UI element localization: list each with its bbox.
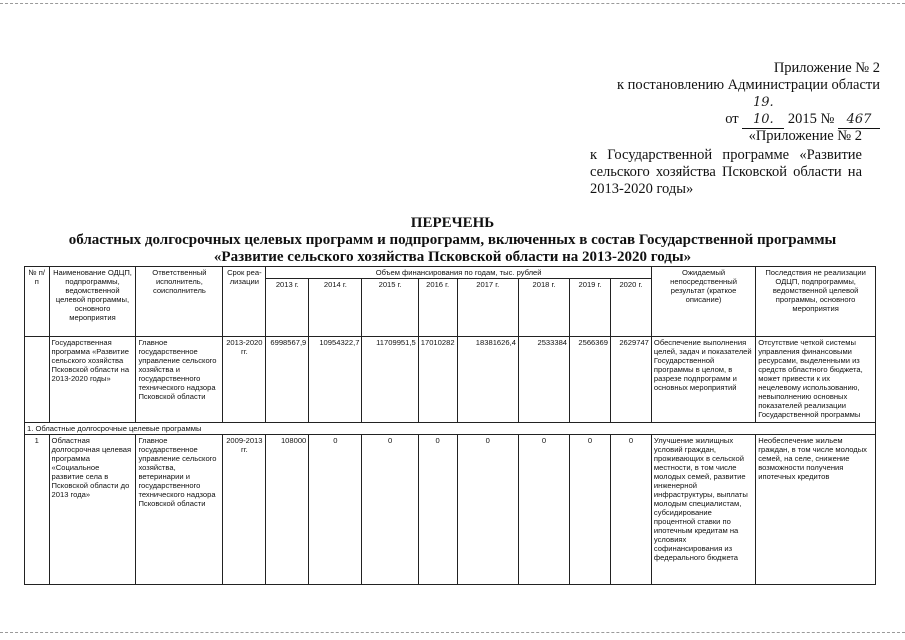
cell-value: 2629747	[610, 337, 651, 423]
appendix-from-label: от	[725, 111, 739, 127]
cell-value: 0	[362, 435, 418, 585]
header-period: Срок реа-лизации	[223, 267, 266, 337]
cell-name: Областная долгосрочная целевая программа «Социальное развитие села в Псковской области до 2013 года»	[49, 435, 136, 585]
cell-result: Улучшение жилищных условий граждан, проживающих в сельской местности, в том числе молодых семей, развитие инженерной инфраструктуры, выплаты молодым специалистам, субсидирование процентной ставки по ипотечным кредитам на условиях софинансирования из федерального бюджета	[651, 435, 755, 585]
cell-period: 2013-2020 гг.	[223, 337, 266, 423]
header-year: 2019 г.	[570, 279, 611, 337]
cell-value: 0	[610, 435, 651, 585]
header-year: 2014 г.	[309, 279, 362, 337]
appendix-date-line	[560, 94, 880, 129]
appendix-year-label: 2015 №	[787, 111, 835, 127]
header-year: 2015 г.	[362, 279, 418, 337]
header-name: Наименование ОДЦП, подпрограммы, ведомственной целевой программы, основного мероприятия	[49, 267, 136, 337]
cell-value: 2533384	[518, 337, 569, 423]
header-year: 2018 г.	[518, 279, 569, 337]
previous-appendix-text: к Государственной программе «Развитие сельского хозяйства Псковской области на 2013-2020 годы»	[590, 147, 862, 197]
cell-value: 0	[570, 435, 611, 585]
header-result: Ожидаемый непосредственный результат (краткое описание)	[651, 267, 755, 337]
table-section-row	[25, 423, 876, 435]
header-year: 2020 г.	[610, 279, 651, 337]
cell-value: 17010282	[418, 337, 457, 423]
cell-result: Обеспечение выполнения целей, задач и показателей Государственной программы в целом, в разрезе подпрограмм и основных мероприятий	[651, 337, 755, 423]
cell-period: 2009-2013 гг.	[223, 435, 266, 585]
table-row-program-1	[25, 435, 876, 585]
header-year: 2016 г.	[418, 279, 457, 337]
top-scan-edge	[0, 3, 905, 4]
cell-executor: Главное государственное управление сельского хозяйства и государственного технического надзора Псковской области	[136, 337, 223, 423]
header-executor: Ответственный исполнитель, соисполнитель	[136, 267, 223, 337]
cell-value: 6998567,9	[266, 337, 309, 423]
cell-num: 1	[25, 435, 50, 585]
header-financing: Объем финансирования по годам, тыс. рублей	[266, 267, 652, 279]
appendix-number-handwritten: 467	[838, 111, 880, 129]
appendix-date-handwritten: 19. 10.	[742, 94, 784, 129]
cell-value: 108000	[266, 435, 309, 585]
cell-name: Государственная программа «Развитие сельского хозяйства Псковской области на 2013-2020 годы»	[49, 337, 136, 423]
header-num: № п/п	[25, 267, 50, 337]
header-consequences: Последствия не реализации ОДЦП, подпрограммы, ведомственной целевой программы, основного мероприятия	[756, 267, 876, 337]
appendix-line1: Приложение № 2	[773, 60, 880, 76]
cell-value: 0	[457, 435, 518, 585]
cell-value: 18381626,4	[457, 337, 518, 423]
previous-appendix-heading: «Приложение № 2	[748, 128, 862, 144]
table-row-state-program	[25, 337, 876, 423]
table-header-row	[25, 267, 876, 279]
bottom-scan-edge	[0, 632, 905, 633]
cell-value: 0	[518, 435, 569, 585]
cell-value: 11709951,5	[362, 337, 418, 423]
document-title	[0, 215, 905, 266]
header-year: 2017 г.	[457, 279, 518, 337]
cell-consequences: Отсутствие четкой системы управления финансовыми ресурсами, выделенными из средств областного бюджета, может привести к их нецелевому использованию, невыполнению основных показателей реализации Государственной программы	[756, 337, 876, 423]
cell-value: 0	[418, 435, 457, 585]
cell-consequences: Необеспечение жильем граждан, в том числе молодых семей, на селе, снижение возможности получения ипотечных кредитов	[756, 435, 876, 585]
previous-appendix-block	[590, 128, 862, 198]
title-line2: областных долгосрочных целевых программ и подпрограмм, включенных в состав Государственной программы	[68, 232, 837, 248]
header-year: 2013 г.	[266, 279, 309, 337]
cell-value: 10954322,7	[309, 337, 362, 423]
appendix-line2: к постановлению Администрации области	[616, 77, 880, 93]
programs-table	[24, 266, 876, 585]
title-line1: ПЕРЕЧЕНЬ	[410, 215, 495, 231]
cell-value: 2566369	[570, 337, 611, 423]
cell-value: 0	[309, 435, 362, 585]
title-line3: «Развитие сельского хозяйства Псковской области на 2013-2020 годы»	[213, 249, 692, 265]
section-title: 1. Областные долгосрочные целевые программы	[25, 423, 876, 435]
cell-num	[25, 337, 50, 423]
cell-executor: Главное государственное управление сельского хозяйства, ветеринарии и государственного технического надзора Псковской области	[136, 435, 223, 585]
appendix-header	[560, 60, 880, 129]
